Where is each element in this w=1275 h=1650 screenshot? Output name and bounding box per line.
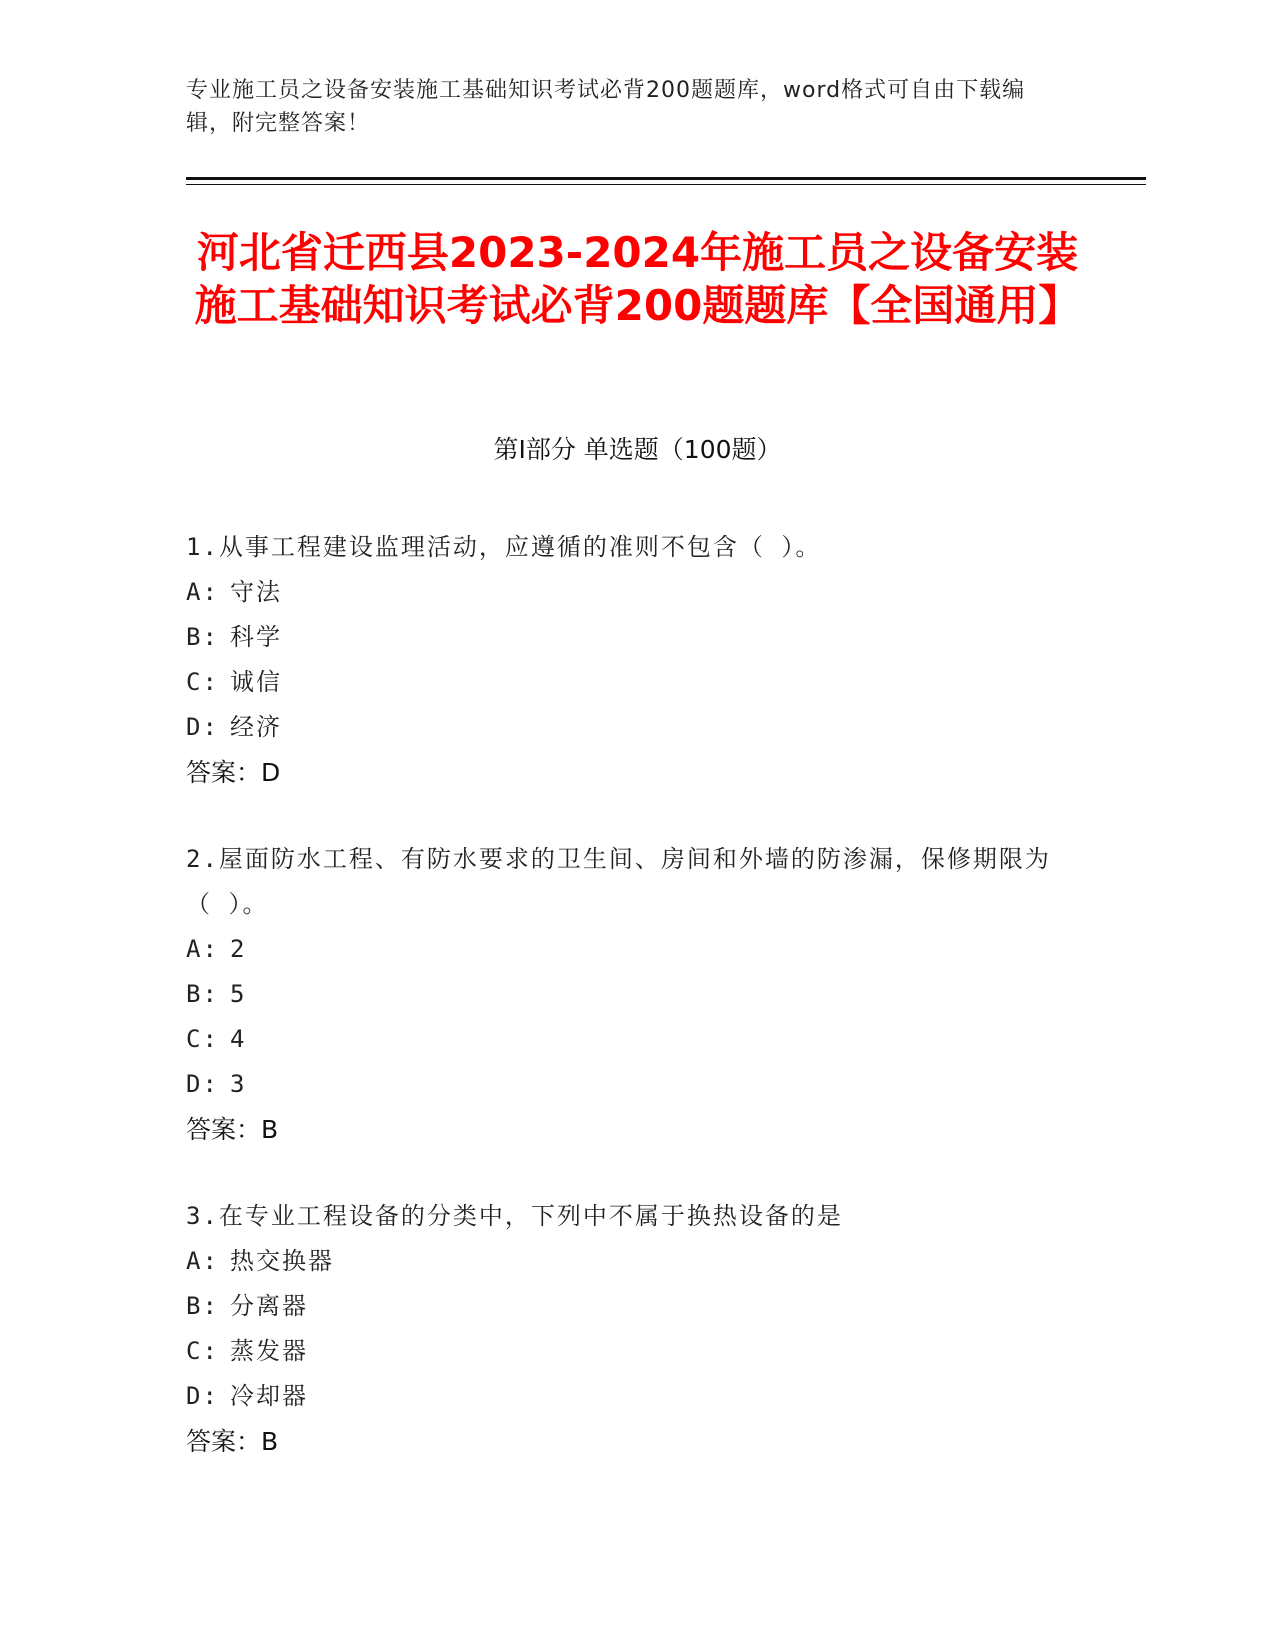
option-text: 经济 [230,713,282,741]
option-text: 5 [230,980,247,1008]
question-item [186,525,1066,795]
option-letter: B: [186,980,219,1008]
option-letter: A: [186,578,219,606]
option-letter: C: [186,1337,219,1365]
option-c [186,1329,1066,1374]
page-title: 河北省迁西县2023-2024年施工员之设备安装施工基础知识考试必背200题题库【全国通用】 [194,228,1081,330]
option-text: 蒸发器 [230,1337,308,1365]
header-note: 专业施工员之设备安装施工基础知识考试必背200题题库，word格式可自由下载编辑，附完整答案！ [186,78,1026,136]
answer-line: 答案：D [186,758,281,787]
option-text: 分离器 [230,1292,308,1320]
option-b [186,972,1066,1017]
option-letter: A: [186,1247,219,1275]
option-text: 科学 [230,623,282,651]
option-text: 2 [230,935,247,963]
option-b [186,1284,1066,1329]
option-letter: B: [186,1292,219,1320]
section-heading: 第I部分 单选题（100题） [493,435,782,464]
question-item [186,837,1066,1152]
option-a [186,1239,1066,1284]
option-b [186,615,1066,660]
option-letter: D: [186,1382,219,1410]
option-a [186,570,1066,615]
answer-line: 答案：B [186,1115,279,1144]
option-text: 热交换器 [230,1247,334,1275]
question-stem: 2.屋面防水工程、有防水要求的卫生间、房间和外墙的防渗漏，保修期限为（ ）。 [186,845,1051,918]
option-d [186,1374,1066,1419]
option-letter: D: [186,713,219,741]
question-list [186,525,1066,1506]
option-text: 4 [230,1025,247,1053]
option-text: 守法 [230,578,282,606]
option-letter: C: [186,668,219,696]
option-text: 冷却器 [230,1382,308,1410]
option-letter: C: [186,1025,219,1053]
option-a [186,927,1066,972]
option-text: 诚信 [230,668,282,696]
option-letter: A: [186,935,219,963]
option-c [186,1017,1066,1062]
option-letter: B: [186,623,219,651]
header-divider-thick [186,177,1146,180]
option-letter: D: [186,1070,219,1098]
header-divider-thin [186,184,1146,185]
option-d [186,1062,1066,1107]
option-text: 3 [230,1070,247,1098]
option-c [186,660,1066,705]
question-item [186,1194,1066,1464]
question-stem: 1.从事工程建设监理活动，应遵循的准则不包含（ ）。 [186,533,822,561]
question-stem: 3.在专业工程设备的分类中，下列中不属于换热设备的是 [186,1202,843,1230]
answer-line: 答案：B [186,1427,279,1456]
option-d [186,705,1066,750]
